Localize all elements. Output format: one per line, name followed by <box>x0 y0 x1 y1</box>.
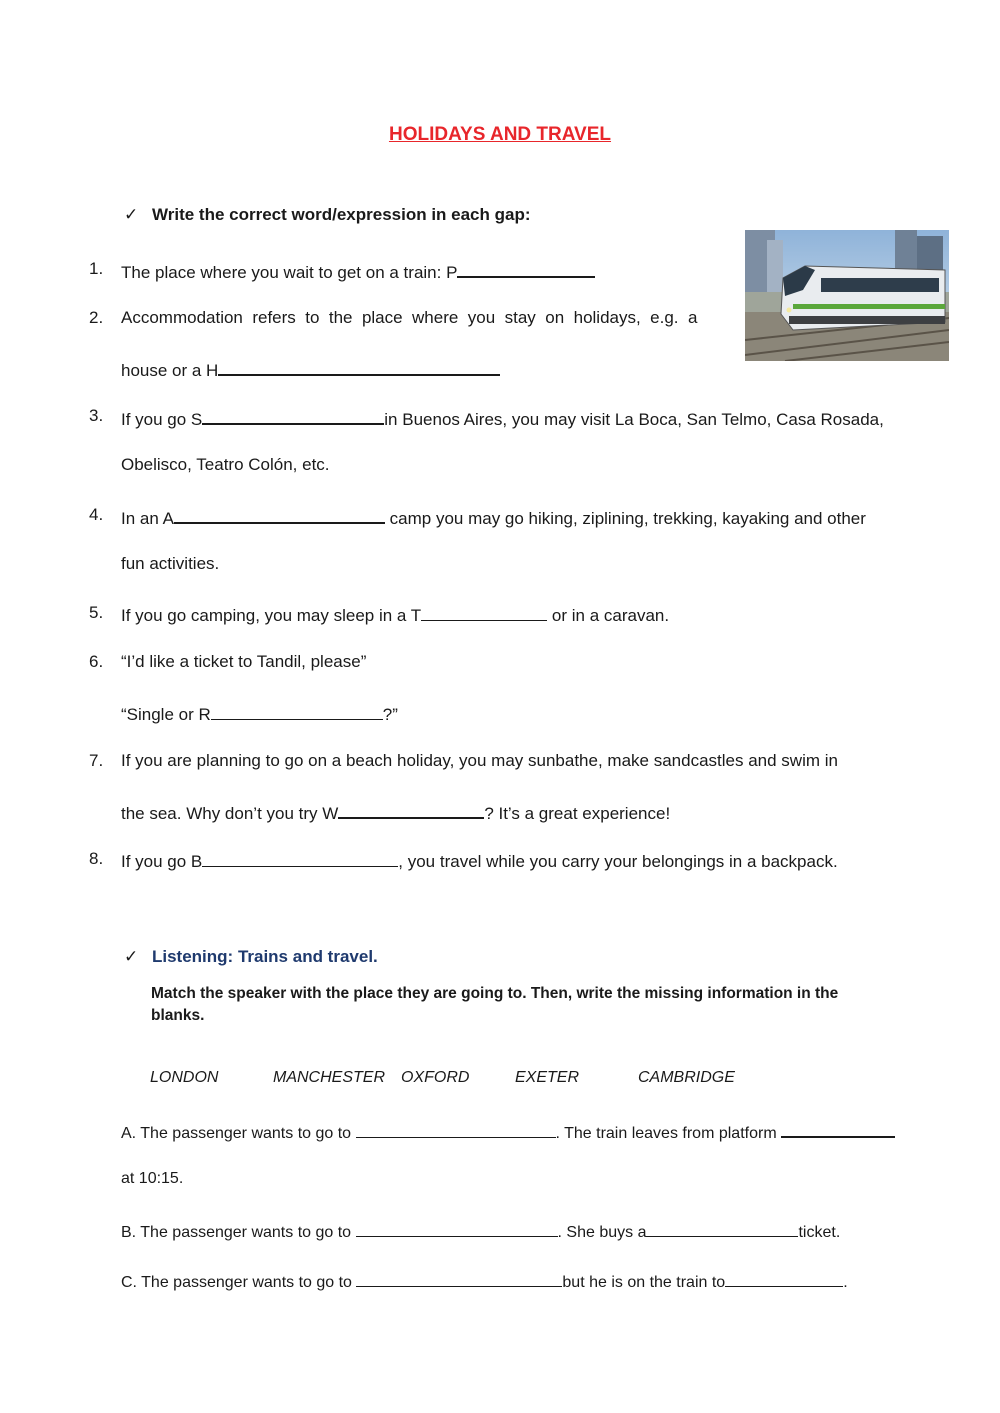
item-number: 5. <box>89 603 104 622</box>
answer-blank[interactable] <box>356 1121 556 1138</box>
answer-blank[interactable] <box>725 1270 843 1287</box>
place-option: EXETER <box>515 1069 580 1086</box>
item-text: In an A <box>121 509 174 528</box>
question-c <box>121 1270 848 1292</box>
item-2-line1: Accommodation refers to the place where you stay on holidays, e.g. a <box>121 308 698 327</box>
question-a-line2: at 10:15. <box>121 1170 184 1187</box>
answer-blank[interactable] <box>421 603 547 621</box>
places-list <box>0 1069 1000 1091</box>
item-text: ? It’s a great experience! <box>484 804 671 823</box>
item-2-line2 <box>121 357 500 381</box>
place-option: LONDON <box>150 1069 219 1086</box>
item-number: 6. <box>89 652 104 671</box>
item-text: in Buenos Aires, you may visit La Boca, San Telmo, Casa Rosada, <box>384 410 884 429</box>
item-4-line2: fun activities. <box>121 554 220 573</box>
item-number: 8. <box>89 849 104 868</box>
item-number: 7. <box>89 751 104 770</box>
checkmark-icon: ✓ <box>124 947 139 966</box>
question-text: . The train leaves from platform <box>555 1125 782 1142</box>
item-7-line1: If you are planning to go on a beach holiday, you may sunbathe, make sandcastles and swim in <box>121 751 838 770</box>
item-text: If you go B <box>121 852 203 871</box>
answer-blank[interactable] <box>457 259 595 278</box>
item-8 <box>121 849 838 872</box>
section2-heading <box>124 947 378 967</box>
item-number: 3. <box>89 406 104 425</box>
answer-blank[interactable] <box>218 357 500 376</box>
item-5 <box>121 603 669 626</box>
listening-instructions: Match the speaker with the place they are going to. Then, write the missing information in the blanks. <box>151 985 839 1024</box>
place-option: CAMBRIDGE <box>638 1069 735 1086</box>
question-text: but he is on the train to <box>562 1274 726 1291</box>
train-photo <box>745 230 949 361</box>
page-title: HOLIDAYS AND TRAVEL <box>388 124 612 145</box>
item-3-line1 <box>121 406 884 430</box>
section1-heading <box>124 205 531 225</box>
item-1 <box>121 259 595 283</box>
place-option: MANCHESTER <box>273 1069 386 1086</box>
item-text: ?” <box>382 705 398 724</box>
question-text: B. The passenger wants to go to <box>121 1224 356 1241</box>
answer-blank[interactable] <box>202 849 398 867</box>
item-number: 2. <box>89 308 104 327</box>
question-text: . She buys a <box>557 1224 647 1241</box>
item-text: If you go S <box>121 410 203 429</box>
item-text: house or a H <box>121 361 219 380</box>
answer-blank[interactable] <box>174 505 385 524</box>
answer-blank[interactable] <box>356 1220 558 1237</box>
answer-blank[interactable] <box>781 1120 895 1138</box>
item-text: “Single or R <box>121 705 211 724</box>
item-text: , you travel while you carry your belongings in a backpack. <box>398 852 838 871</box>
item-text: or in a caravan. <box>547 606 670 625</box>
item-text: the sea. Why don’t you try W <box>121 804 339 823</box>
question-text: . <box>843 1274 848 1291</box>
item-3-line2: Obelisco, Teatro Colón, etc. <box>121 455 330 474</box>
item-4-line1 <box>121 505 866 529</box>
item-number: 1. <box>89 259 104 278</box>
item-6-line2 <box>121 702 398 725</box>
question-text: A. The passenger wants to go to <box>121 1125 356 1142</box>
question-b <box>121 1220 840 1242</box>
checkmark-icon: ✓ <box>124 205 139 224</box>
answer-blank[interactable] <box>646 1220 798 1237</box>
question-a-line1 <box>121 1120 895 1143</box>
question-text: C. The passenger wants to go to <box>121 1274 357 1291</box>
section2-heading-text: Listening: Trains and travel. <box>152 947 378 966</box>
answer-blank[interactable] <box>211 702 383 720</box>
item-number: 4. <box>89 505 104 524</box>
item-text: camp you may go hiking, ziplining, trekking, kayaking and other <box>384 509 866 528</box>
answer-blank[interactable] <box>338 800 484 819</box>
section1-heading-text: Write the correct word/expression in each gap: <box>152 205 531 224</box>
item-text: The place where you wait to get on a train: P <box>121 263 458 282</box>
question-text: ticket. <box>798 1224 841 1241</box>
answer-blank[interactable] <box>356 1270 562 1287</box>
answer-blank[interactable] <box>202 406 384 425</box>
item-6-line1: “I’d like a ticket to Tandil, please” <box>121 652 367 671</box>
place-option: OXFORD <box>401 1069 470 1086</box>
item-text: If you go camping, you may sleep in a T <box>121 606 422 625</box>
item-7-line2 <box>121 800 670 824</box>
